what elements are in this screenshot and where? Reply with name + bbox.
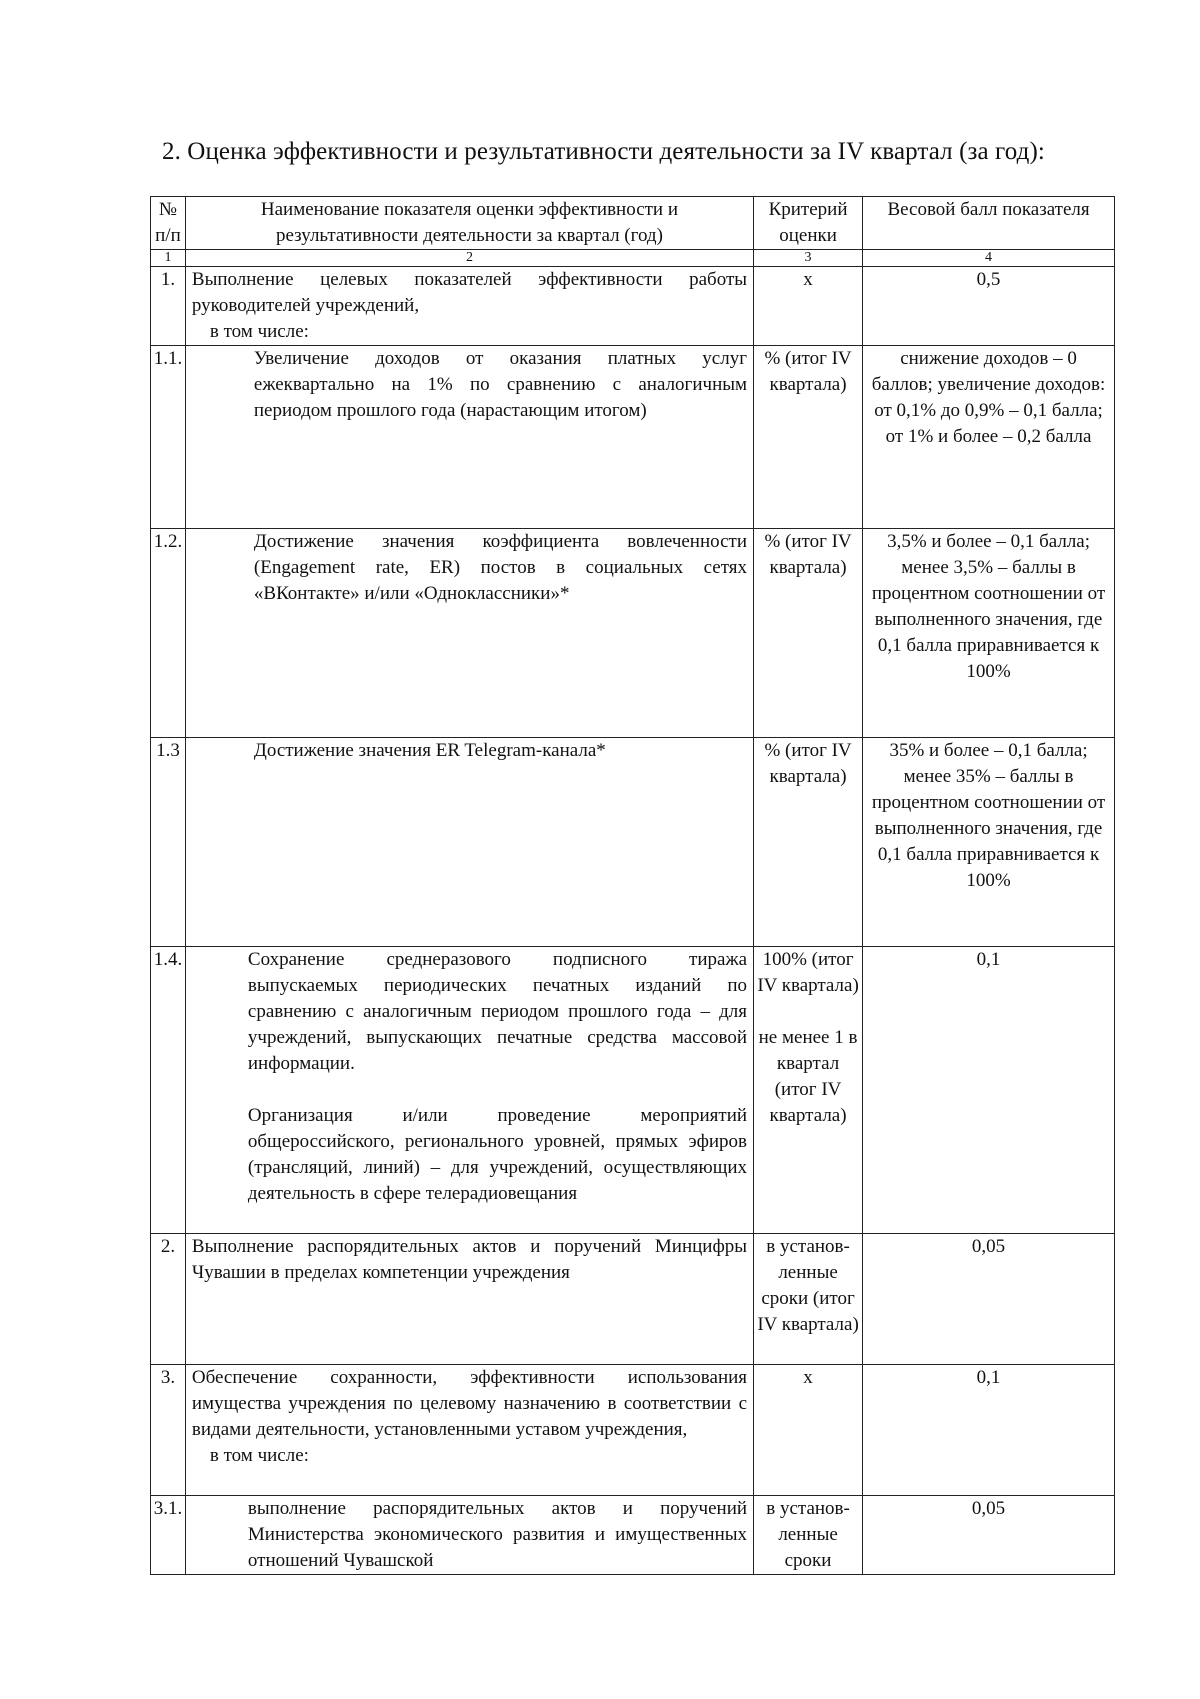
column-number: 2 (185, 250, 753, 267)
score: снижение доходов – 0 баллов; увеличение доходов: от 0,1% до 0,9% – 0,1 балла; от 1% и более – 0,2 балла (863, 346, 1115, 529)
indicator-name: выполнение распорядительных актов и поручений Министерства экономического развития и имущественных отношений Чувашской (185, 1496, 753, 1575)
indicator-name (185, 267, 753, 346)
indicator-name: Увеличение доходов от оказания платных услуг ежеквартально на 1% по сравнению с аналогичным периодом прошлого года (нарастающим итогом) (185, 346, 753, 529)
evaluation-table (150, 196, 1115, 1575)
indicator-text: Обеспечение сохранности, эффективности использования имущества учреждения по целевому назначению в соответствии с видами деятельности, установленными уставом учреждения, (191, 1367, 748, 1440)
table-row (151, 1496, 1115, 1575)
indicator-name (185, 947, 753, 1234)
table-header-row (151, 197, 1115, 250)
row-number: 1.1. (151, 346, 186, 529)
paragraph-gap (756, 999, 860, 1025)
indicator-name: Достижение значения коэффициента вовлеченности (Engagement rate, ER) постов в социальных сетях «ВКонтакте» и/или «Одноклассники»* (185, 529, 753, 738)
indicator-subtitle: в том числе: (209, 321, 309, 342)
table-row (151, 738, 1115, 947)
criterion-text-secondary: не менее 1 в квартал (итог IV квартала) (758, 1027, 858, 1126)
column-header-criterion: Критерий оценки (754, 197, 863, 250)
score: 3,5% и более – 0,1 балла; менее 3,5% – баллы в процентном соотношении от выполненного значения, где 0,1 балла приравнивается к 100% (863, 529, 1115, 738)
table-row (151, 267, 1115, 346)
table-row (151, 1234, 1115, 1365)
indicator-text: Сохранение среднеразового подписного тиража выпускаемых периодических печатных изданий по сравнению с аналогичным периодом прошлого года – для учреждений, выпускающих печатные средства массовой информации. (247, 949, 748, 1074)
criterion: % (итог IV квартала) (754, 738, 863, 947)
column-header-number: № п/п (151, 197, 186, 250)
row-number: 2. (151, 1234, 186, 1365)
column-number: 3 (754, 250, 863, 267)
criterion: в установ-ленные сроки (итог IV квартала) (754, 1234, 863, 1365)
score: 35% и более – 0,1 балла; менее 35% – баллы в процентном соотношении от выполненного значения, где 0,1 балла приравнивается к 100% (863, 738, 1115, 947)
row-number: 1.4. (151, 947, 186, 1234)
paragraph-gap (248, 1077, 747, 1103)
indicator-text-secondary: Организация и/или проведение мероприятий общероссийского, регионального уровней, прямых эфиров (трансляций, линий) – для учреждений, осуществляющих деятельность в сфере телерадиовещания (247, 1105, 748, 1204)
section-heading: 2. Оценка эффективности и результативности деятельности за IV квартал (за год): (162, 138, 1045, 165)
indicator-text: Выполнение целевых показателей эффективности работы руководителей учреждений, (191, 269, 748, 316)
row-number: 1. (151, 267, 186, 346)
row-number: 1.3 (151, 738, 186, 947)
column-header-indicator: Наименование показателя оценки эффективности и результативности деятельности за квартал (год) (185, 197, 753, 250)
column-header-score: Весовой балл показателя (863, 197, 1115, 250)
indicator-subtitle: в том числе: (209, 1445, 309, 1466)
table-row (151, 346, 1115, 529)
row-number: 1.2. (151, 529, 186, 738)
table-row (151, 947, 1115, 1234)
score: 0,05 (863, 1496, 1115, 1575)
indicator-name: Выполнение распорядительных актов и поручений Минцифры Чувашии в пределах компетенции учреждения (185, 1234, 753, 1365)
score: 0,5 (863, 267, 1115, 346)
score: 0,1 (863, 947, 1115, 1234)
table-row (151, 529, 1115, 738)
criterion: в установ-ленные сроки (754, 1496, 863, 1575)
criterion: % (итог IV квартала) (754, 346, 863, 529)
row-number: 3. (151, 1365, 186, 1496)
criterion-text: 100% (итог IV квартала) (757, 949, 859, 996)
score: 0,1 (863, 1365, 1115, 1496)
indicator-name: Достижение значения ER Telegram-канала* (185, 738, 753, 947)
row-number: 3.1. (151, 1496, 186, 1575)
column-number-row (151, 250, 1115, 267)
criterion (754, 947, 863, 1234)
column-number: 4 (863, 250, 1115, 267)
criterion: x (754, 267, 863, 346)
column-number: 1 (151, 250, 186, 267)
score: 0,05 (863, 1234, 1115, 1365)
criterion: x (754, 1365, 863, 1496)
indicator-name (185, 1365, 753, 1496)
criterion: % (итог IV квартала) (754, 529, 863, 738)
table-row (151, 1365, 1115, 1496)
